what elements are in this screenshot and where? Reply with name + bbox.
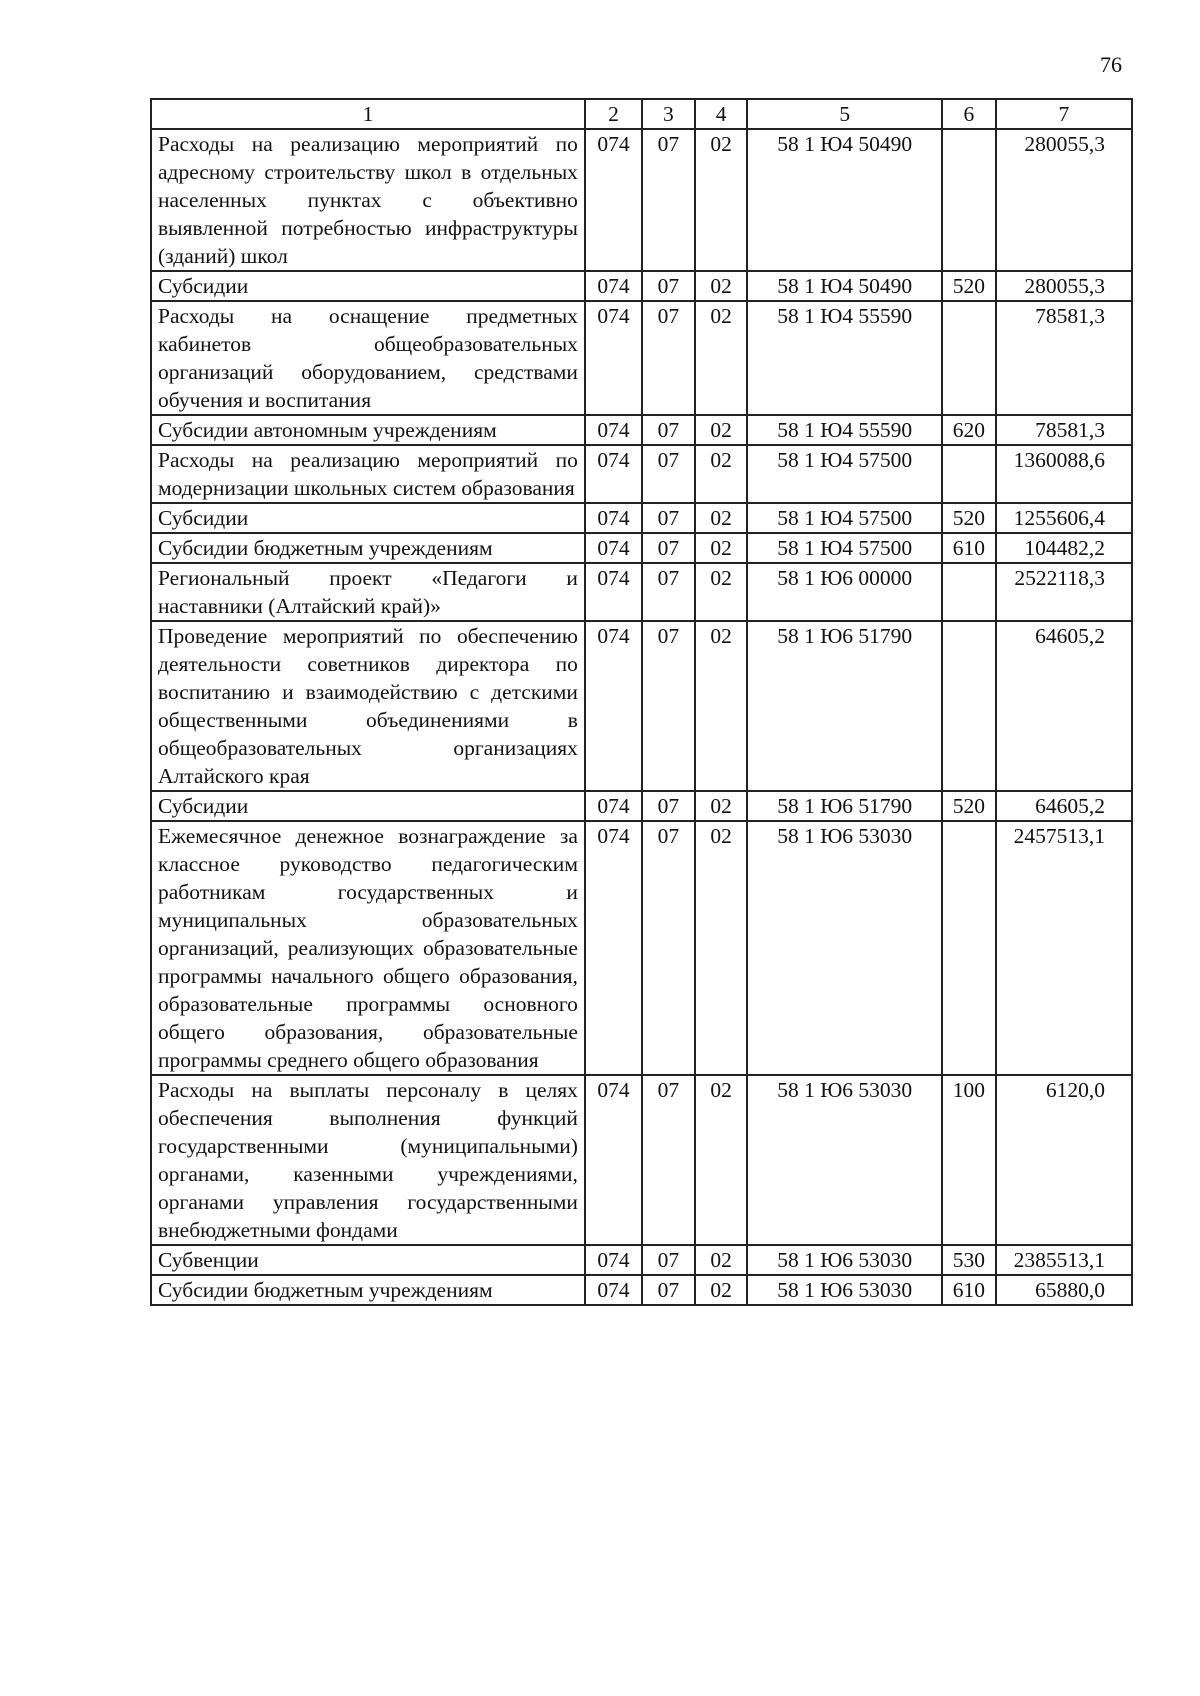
amount-cell: 280055,3 xyxy=(996,129,1132,271)
target-article-cell: 58 1 Ю6 51790 xyxy=(747,621,941,791)
subsection-code-cell: 02 xyxy=(695,503,748,533)
expense-type-cell: 520 xyxy=(942,503,996,533)
target-article-cell: 58 1 Ю6 53030 xyxy=(747,821,941,1075)
table-row xyxy=(151,533,1132,563)
target-article-cell: 58 1 Ю6 00000 xyxy=(747,563,941,621)
ministry-code-cell: 074 xyxy=(585,301,642,415)
section-code-cell: 07 xyxy=(642,1275,695,1305)
expense-name-cell: Субсидии бюджетным учреждениям xyxy=(151,533,585,563)
expense-type-cell: 610 xyxy=(942,1275,996,1305)
target-article-cell: 58 1 Ю4 50490 xyxy=(747,129,941,271)
ministry-code-cell: 074 xyxy=(585,129,642,271)
subsection-code-cell: 02 xyxy=(695,129,748,271)
expense-type-cell xyxy=(942,563,996,621)
subsection-code-cell: 02 xyxy=(695,563,748,621)
section-code-cell: 07 xyxy=(642,621,695,791)
expense-name-cell: Региональный проект «Педагоги и наставники (Алтайский край)» xyxy=(151,563,585,621)
expense-name-cell: Субсидии xyxy=(151,271,585,301)
ministry-code-cell: 074 xyxy=(585,533,642,563)
table-row xyxy=(151,445,1132,503)
amount-cell: 280055,3 xyxy=(996,271,1132,301)
table-header-row xyxy=(151,99,1132,129)
amount-cell: 64605,2 xyxy=(996,621,1132,791)
section-code-cell: 07 xyxy=(642,129,695,271)
ministry-code-cell: 074 xyxy=(585,1075,642,1245)
target-article-cell: 58 1 Ю4 57500 xyxy=(747,503,941,533)
amount-cell: 65880,0 xyxy=(996,1275,1132,1305)
column-header-7: 7 xyxy=(996,99,1132,129)
subsection-code-cell: 02 xyxy=(695,415,748,445)
table-row xyxy=(151,621,1132,791)
target-article-cell: 58 1 Ю6 53030 xyxy=(747,1075,941,1245)
expense-name-cell: Субвенции xyxy=(151,1245,585,1275)
expense-name-cell: Расходы на реализацию мероприятий по адресному строительству школ в отдельных населенных пунктах с объективно выявленной потребностью инфраструктуры (зданий) школ xyxy=(151,129,585,271)
expense-type-cell xyxy=(942,621,996,791)
column-header-4: 4 xyxy=(695,99,748,129)
table-row xyxy=(151,1245,1132,1275)
expense-name-cell: Субсидии бюджетным учреждениям xyxy=(151,1275,585,1305)
target-article-cell: 58 1 Ю4 55590 xyxy=(747,301,941,415)
ministry-code-cell: 074 xyxy=(585,1275,642,1305)
ministry-code-cell: 074 xyxy=(585,1245,642,1275)
amount-cell: 2522118,3 xyxy=(996,563,1132,621)
amount-cell: 2457513,1 xyxy=(996,821,1132,1075)
subsection-code-cell: 02 xyxy=(695,533,748,563)
table-row xyxy=(151,415,1132,445)
section-code-cell: 07 xyxy=(642,821,695,1075)
section-code-cell: 07 xyxy=(642,1075,695,1245)
ministry-code-cell: 074 xyxy=(585,791,642,821)
column-header-3: 3 xyxy=(642,99,695,129)
section-code-cell: 07 xyxy=(642,1245,695,1275)
section-code-cell: 07 xyxy=(642,563,695,621)
subsection-code-cell: 02 xyxy=(695,821,748,1075)
target-article-cell: 58 1 Ю6 53030 xyxy=(747,1275,941,1305)
subsection-code-cell: 02 xyxy=(695,271,748,301)
section-code-cell: 07 xyxy=(642,415,695,445)
column-header-2: 2 xyxy=(585,99,642,129)
table-row xyxy=(151,563,1132,621)
expense-name-cell: Ежемесячное денежное вознаграждение за классное руководство педагогическим работникам государственных и муниципальных образовательных организаций, реализующих образовательные программы начального общего образования, образовательные программы основного общего образования, образовательные программы среднего общего образования xyxy=(151,821,585,1075)
ministry-code-cell: 074 xyxy=(585,445,642,503)
column-header-6: 6 xyxy=(942,99,996,129)
ministry-code-cell: 074 xyxy=(585,821,642,1075)
expense-name-cell: Субсидии xyxy=(151,503,585,533)
ministry-code-cell: 074 xyxy=(585,271,642,301)
ministry-code-cell: 074 xyxy=(585,503,642,533)
expense-name-cell: Субсидии xyxy=(151,791,585,821)
table-row xyxy=(151,1275,1132,1305)
amount-cell: 1255606,4 xyxy=(996,503,1132,533)
expense-name-cell: Субсидии автономным учреждениям xyxy=(151,415,585,445)
budget-table xyxy=(150,98,1133,1306)
amount-cell: 6120,0 xyxy=(996,1075,1132,1245)
target-article-cell: 58 1 Ю4 57500 xyxy=(747,533,941,563)
table-row xyxy=(151,1075,1132,1245)
expense-type-cell: 100 xyxy=(942,1075,996,1245)
subsection-code-cell: 02 xyxy=(695,791,748,821)
ministry-code-cell: 074 xyxy=(585,563,642,621)
table-row xyxy=(151,271,1132,301)
target-article-cell: 58 1 Ю6 53030 xyxy=(747,1245,941,1275)
subsection-code-cell: 02 xyxy=(695,301,748,415)
expense-type-cell xyxy=(942,129,996,271)
subsection-code-cell: 02 xyxy=(695,621,748,791)
section-code-cell: 07 xyxy=(642,533,695,563)
table-row xyxy=(151,791,1132,821)
expense-name-cell: Расходы на выплаты персоналу в целях обеспечения выполнения функций государственными (муниципальными) органами, казенными учреждениями, органами управления государственными внебюджетными фондами xyxy=(151,1075,585,1245)
target-article-cell: 58 1 Ю4 57500 xyxy=(747,445,941,503)
amount-cell: 2385513,1 xyxy=(996,1245,1132,1275)
expense-type-cell: 610 xyxy=(942,533,996,563)
page-number: 76 xyxy=(1100,52,1122,77)
column-header-5: 5 xyxy=(747,99,941,129)
table-row xyxy=(151,503,1132,533)
subsection-code-cell: 02 xyxy=(695,1075,748,1245)
expense-type-cell: 520 xyxy=(942,271,996,301)
table-row xyxy=(151,821,1132,1075)
section-code-cell: 07 xyxy=(642,791,695,821)
expense-type-cell xyxy=(942,821,996,1075)
table-row xyxy=(151,301,1132,415)
subsection-code-cell: 02 xyxy=(695,1275,748,1305)
expense-type-cell: 620 xyxy=(942,415,996,445)
expense-type-cell: 520 xyxy=(942,791,996,821)
expense-type-cell xyxy=(942,301,996,415)
amount-cell: 78581,3 xyxy=(996,301,1132,415)
amount-cell: 1360088,6 xyxy=(996,445,1132,503)
section-code-cell: 07 xyxy=(642,445,695,503)
expense-type-cell xyxy=(942,445,996,503)
ministry-code-cell: 074 xyxy=(585,415,642,445)
amount-cell: 64605,2 xyxy=(996,791,1132,821)
expense-name-cell: Расходы на оснащение предметных кабинетов общеобразовательных организаций оборудованием, средствами обучения и воспитания xyxy=(151,301,585,415)
section-code-cell: 07 xyxy=(642,503,695,533)
expense-type-cell: 530 xyxy=(942,1245,996,1275)
amount-cell: 104482,2 xyxy=(996,533,1132,563)
target-article-cell: 58 1 Ю6 51790 xyxy=(747,791,941,821)
section-code-cell: 07 xyxy=(642,271,695,301)
target-article-cell: 58 1 Ю4 50490 xyxy=(747,271,941,301)
subsection-code-cell: 02 xyxy=(695,445,748,503)
column-header-1: 1 xyxy=(151,99,585,129)
subsection-code-cell: 02 xyxy=(695,1245,748,1275)
target-article-cell: 58 1 Ю4 55590 xyxy=(747,415,941,445)
section-code-cell: 07 xyxy=(642,301,695,415)
table-row xyxy=(151,129,1132,271)
expense-name-cell: Проведение мероприятий по обеспечению деятельности советников директора по воспитанию и взаимодействию с детскими общественными объединениями в общеобразовательных организациях Алтайского края xyxy=(151,621,585,791)
ministry-code-cell: 074 xyxy=(585,621,642,791)
expense-name-cell: Расходы на реализацию мероприятий по модернизации школьных систем образования xyxy=(151,445,585,503)
amount-cell: 78581,3 xyxy=(996,415,1132,445)
